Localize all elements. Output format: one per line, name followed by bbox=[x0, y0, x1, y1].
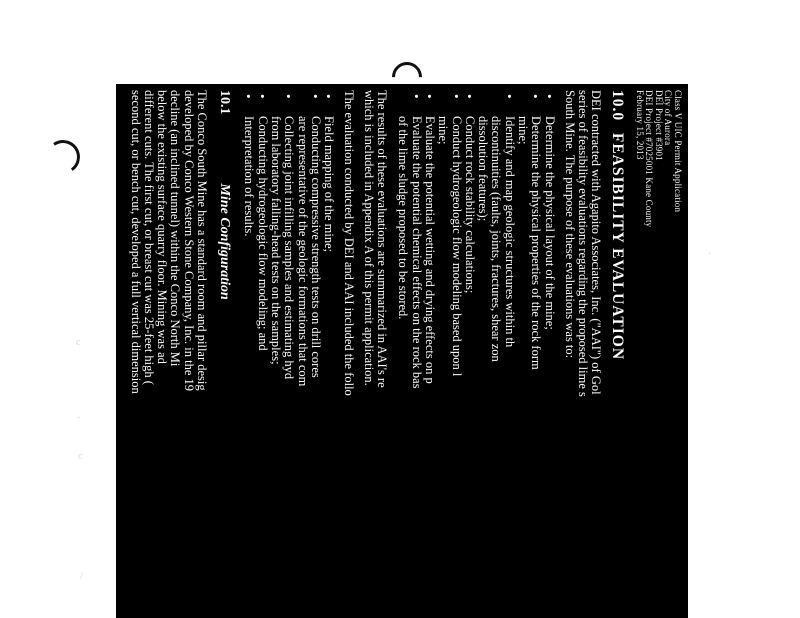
body-line: developed by Conco Western Stone Company, Inc. in the 19 bbox=[181, 90, 196, 392]
scan-speck: c bbox=[78, 451, 83, 462]
intro-line: DEI contracted with Agapito Associates, Inc. ("AAI") of Gol bbox=[589, 90, 604, 395]
list-item-text: Interpretation of results. bbox=[242, 116, 257, 237]
subsection-number: 10.1 bbox=[217, 90, 233, 115]
body-line: different cuts. The first cut, or breast cut was 25-feet high ( bbox=[141, 90, 156, 385]
scan-speck: · bbox=[708, 249, 712, 260]
header-line: DEI Project #3901 bbox=[654, 90, 664, 161]
list-item-cont: are representative of the geologic formations that com bbox=[295, 116, 310, 387]
intro-paragraph bbox=[563, 90, 603, 618]
header-line: February 15, 2013 bbox=[635, 90, 645, 160]
section-title: FEASIBILITY EVALUATION bbox=[609, 132, 627, 361]
intro-line: South Mine. The purpose of these evaluations was to: bbox=[562, 90, 577, 359]
list-item-cont: discontinuities (faults, joints, fractures, shear zon bbox=[489, 116, 504, 362]
body-line: The Conco South Mine has a standard room and pillar desig bbox=[195, 90, 210, 391]
list-item-cont: mine; bbox=[516, 116, 531, 145]
list-item-text: Evaluate the potential chemical effects on the rock bas bbox=[409, 116, 424, 389]
list-item-text: Determine the physical layout of the mine; bbox=[542, 116, 557, 330]
list-item bbox=[255, 90, 268, 618]
scan-speck: · bbox=[77, 413, 81, 424]
list-item-cont: dissolution features); bbox=[476, 116, 491, 222]
list-item bbox=[242, 90, 255, 618]
list-item-cont: mine; bbox=[436, 116, 451, 145]
list-item-text: Collecting joint infilling samples and estimating hyd bbox=[282, 116, 297, 380]
list-item bbox=[542, 90, 555, 618]
purpose-list bbox=[396, 90, 556, 618]
list-item bbox=[322, 90, 335, 618]
scan-speck: / bbox=[80, 571, 83, 582]
header-line: City of Aurora bbox=[663, 90, 674, 146]
section-heading bbox=[609, 90, 627, 618]
list-item-cont: of the lime sludge proposed to be stored. bbox=[396, 116, 411, 320]
subsection-title: Mine Configuration bbox=[217, 183, 233, 300]
header-line: DEI Project #7025001 Kane County bbox=[644, 90, 655, 228]
list-item bbox=[396, 90, 423, 618]
body-line: second cut, or bench cut, developed a full vertical dimension bbox=[128, 90, 143, 394]
list-item-text: Conducting hydrogeologic flow modeling; and bbox=[255, 116, 270, 351]
body-line: decline (an inclined tunnel) within the Conco North Mi bbox=[168, 90, 183, 367]
scan-speck: c bbox=[76, 337, 81, 348]
task-list bbox=[242, 90, 335, 618]
list-item-text: Field mapping of the mine; bbox=[322, 116, 337, 253]
mine-configuration-paragraph bbox=[128, 90, 208, 618]
list-item-text: Evaluate the potential wetting and drying effects on p bbox=[422, 116, 437, 384]
punch-hole-left bbox=[43, 137, 82, 176]
list-item bbox=[295, 90, 322, 618]
list-item-text: Conduct hydrogeologic flow modeling based upon l bbox=[449, 116, 464, 377]
list-item-text: Determine the physical properties of the rock form bbox=[529, 116, 544, 370]
results-paragraph bbox=[361, 90, 388, 618]
list-item bbox=[516, 90, 543, 618]
list-item bbox=[463, 90, 476, 618]
list-item bbox=[423, 90, 436, 618]
section-number: 10.0 bbox=[609, 90, 627, 122]
header-line: Class V UIC Permit Application bbox=[673, 90, 683, 213]
results-line: which is included in Appendix A of this permit application. bbox=[361, 90, 376, 386]
list-item bbox=[269, 90, 296, 618]
scanned-page bbox=[116, 84, 688, 618]
list-item-text: Conducting compressive strength tests on drill cores bbox=[308, 116, 323, 378]
rotated-text-block bbox=[116, 84, 688, 618]
body-line: below the existing surface quarry floor. Mining was ad bbox=[155, 90, 170, 364]
intro-line: series of feasibility evaluations regarding the proposed lime s bbox=[576, 90, 591, 397]
list-item-cont: from laboratory falling-head tests on the samples; bbox=[268, 116, 283, 365]
page-header bbox=[635, 90, 683, 618]
subsection-heading bbox=[216, 90, 232, 618]
evaluation-intro: The evaluation conducted by DEI and AAI included the follo bbox=[342, 90, 357, 396]
results-line: The results of these evaluations are summarized in AAI's re bbox=[375, 90, 390, 388]
list-item bbox=[476, 90, 516, 618]
list-item-text: Conduct rock stability calculations; bbox=[462, 116, 477, 294]
list-item-text: Identify and map geologic structures within th bbox=[502, 116, 517, 348]
list-item bbox=[436, 90, 463, 618]
